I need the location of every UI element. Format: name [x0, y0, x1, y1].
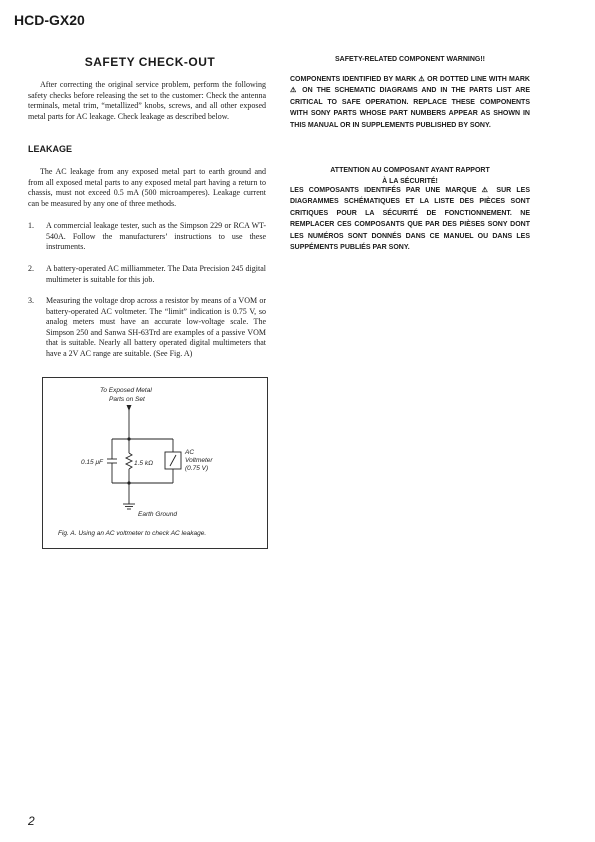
warning-body-fr: LES COMPOSANTS IDENTIFÉS PAR UNE MARQUE ⚠ SUR LES DIAGRAMMES SCHÉMATIQUES ET LA LISTE DES PIÈCES SONT CRITIQUES POUR LA SÉCURITÉ DE FONCTIONNEMENT. NE REMPLACER CES COMPOSANTS QUE PAR DES PIÈSES SONY DONT LES NUMÉROS SONT DONNÉS DANS CE MANUEL OU DANS LES SUPPÉMENTS PUBLIÉS PAR SONY.: [290, 187, 530, 252]
warning-title-fr: [290, 165, 530, 187]
probe-arrow-icon: [127, 405, 132, 411]
method-item-1: [28, 221, 266, 253]
resistor-zigzag: [126, 453, 132, 469]
method-item-2: [28, 264, 266, 285]
figure-caption: Fig. A. Using an AC voltmeter to check AC leakage.: [58, 530, 207, 537]
model-number: HCD-GX20: [14, 12, 85, 28]
safety-checkout-title: SAFETY CHECK-OUT: [84, 55, 216, 69]
voltmeter-needle: [170, 455, 176, 466]
item-number: 2.: [28, 264, 34, 273]
meter-label-line-2: Voltmeter: [185, 457, 213, 464]
item-text: Measuring the voltage drop across a resistor by means of a VOM or battery-operated AC voltmeter. The “limit” indication is 0.75 V, so analog meters must have an accurate low-voltage scale. The Simpson 250 and Sanwa SH-63Trd are examples of a passive VOM that is suitable. Nearly all battery operated digital multimeters that have a 2V AC range are suitable. (See Fig. A): [46, 296, 266, 358]
earth-ground-label: Earth Ground: [138, 511, 178, 518]
junction-dot: [127, 437, 130, 440]
leakage-circuit-diagram: [43, 378, 267, 548]
figure-a-box: [42, 377, 268, 549]
top-label-line-1: To Exposed Metal: [100, 387, 152, 394]
method-item-3: [28, 296, 266, 360]
capacitor-label: 0.15 μF: [81, 459, 103, 466]
page-number: 2: [28, 814, 35, 828]
warning-body-en: COMPONENTS IDENTIFIED BY MARK ⚠ OR DOTTED LINE WITH MARK ⚠ ON THE SCHEMATIC DIAGRAMS AND IN THE PARTS LIST ARE CRITICAL TO SAFE OPERATION. REPLACE THESE COMPONENTS WITH SONY PARTS WHOSE PART NUMBERS APPEAR AS SHOWN IN THIS MANUAL OR IN SUPPLEMENTS PUBLISHED BY SONY.: [290, 76, 530, 129]
item-text: A commercial leakage tester, such as the Simpson 229 or RCA WT-540A. Follow the manufacturers’ instructions to use these instruments.: [46, 221, 266, 252]
meter-label-line-1: AC: [185, 449, 195, 456]
item-text: A battery-operated AC milliammeter. The Data Precision 245 digital multimeter is suitable for this job.: [46, 264, 266, 284]
item-number: 3.: [28, 296, 34, 305]
intro-paragraph: After correcting the original service problem, perform the following safety checks before releasing the set to the customer: Check the antenna terminals, metal trim, “metallized” knobs, screws, and all other exposed metal parts for AC leakage. Check leakage as described below.: [28, 80, 266, 121]
junction-dot: [127, 481, 130, 484]
leakage-paragraph: The AC leakage from any exposed metal part to earth ground and from all exposed metal parts to any exposed metal part having a return to chassis, must not exceed 0.5 mA (500 microamperes). Leakage current can be measured by any one of three methods.: [28, 167, 266, 208]
warning-title-fr-line-2: À LA SÉCURITÉ!: [382, 178, 438, 185]
warning-title-fr-line-1: ATTENTION AU COMPOSANT AYANT RAPPORT: [330, 167, 490, 174]
leakage-heading: LEAKAGE: [28, 144, 73, 154]
item-number: 1.: [28, 221, 34, 230]
warning-title-en: SAFETY-RELATED COMPONENT WARNING!!: [335, 56, 485, 63]
top-label-line-2: Parts on Set: [109, 396, 145, 403]
meter-label-line-3: (0.75 V): [185, 465, 209, 472]
resistor-label: 1.5 kΩ: [134, 460, 154, 467]
